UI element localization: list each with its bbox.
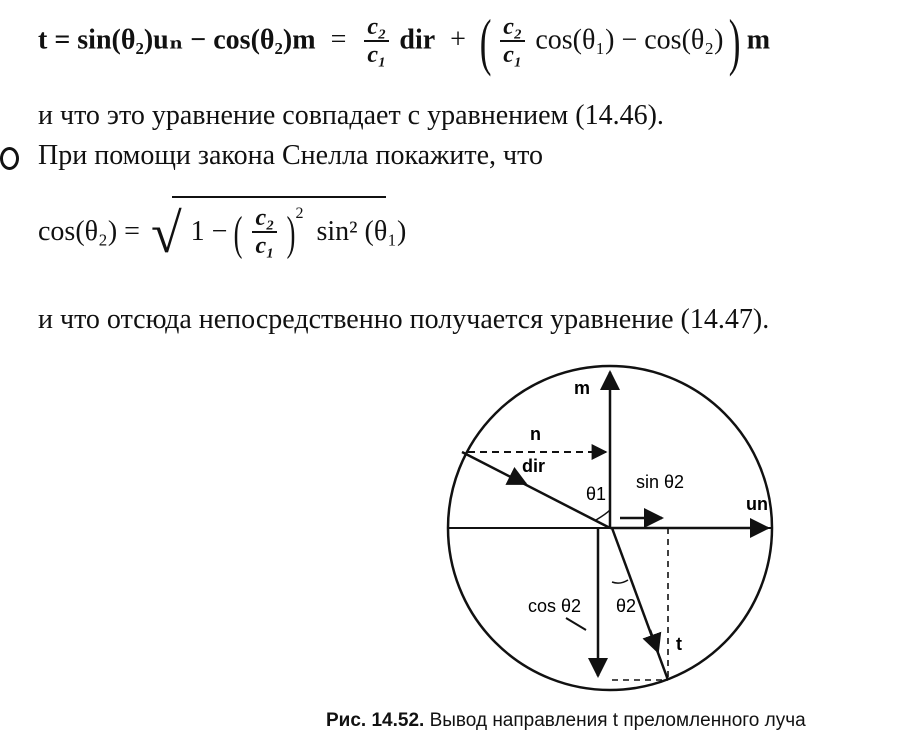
- equation-2-right-paren: ): [287, 206, 296, 260]
- equation-1-inner-num: c₂: [500, 15, 525, 42]
- equation-1-m: m: [746, 24, 771, 56]
- cos-theta2-pointer: [566, 618, 586, 630]
- equation-2-rest: sin² (θ₁): [316, 216, 407, 247]
- label-dir: dir: [522, 456, 546, 476]
- equation-1-left-paren: (: [479, 6, 492, 77]
- equation-1-fraction-den: c₁: [367, 41, 387, 68]
- equation-1-fraction-num: c₂: [364, 15, 389, 42]
- theta2-arc: [612, 580, 628, 583]
- text-line-3: и что отсюда непосредственно получается уравнение (14.47).: [38, 304, 770, 335]
- equation-1-dir: dir: [399, 24, 436, 56]
- equation-2-left-paren: (: [234, 206, 243, 260]
- label-sin-theta2: sin θ2: [636, 472, 685, 492]
- label-theta1: θ1: [586, 484, 607, 504]
- equation-2-fraction-den: c₁: [255, 233, 275, 260]
- equation-1-lhs: t = sin(θ₂)uₙ − cos(θ₂)m: [38, 24, 316, 56]
- theta1-arc: [596, 510, 610, 520]
- label-un: un: [746, 494, 768, 514]
- equation-1-inner-rest: cos(θ₁) − cos(θ₂): [535, 24, 724, 56]
- label-theta2: θ2: [616, 596, 637, 616]
- equation-2-lhs: cos(θ₂) =: [38, 216, 140, 247]
- label-t: t: [676, 634, 682, 654]
- figure-caption: [326, 710, 806, 732]
- equation-2-power: 2: [295, 205, 304, 222]
- text-line-2: При помощи закона Снелла покажите, что: [38, 140, 543, 171]
- label-n: n: [530, 424, 541, 444]
- sqrt-icon: √: [150, 202, 182, 265]
- figure-caption-text: Вывод направления t преломленного луча: [424, 710, 806, 731]
- t-arrowhead: [650, 630, 658, 652]
- label-cos-theta2: cos θ2: [528, 596, 582, 616]
- figure-caption-label: Рис. 14.52.: [326, 710, 425, 731]
- equation-1-equals: =: [330, 24, 347, 56]
- equation-1-right-paren: ): [729, 6, 741, 77]
- equation-2-fraction-num: c₂: [252, 206, 277, 233]
- dir-arrowhead: [510, 476, 526, 484]
- label-m: m: [574, 378, 591, 398]
- text-line-1: и что это уравнение совпадает с уравнением (14.46).: [38, 100, 664, 131]
- equation-1-inner-den: c₁: [503, 41, 523, 68]
- equation-2-one-minus: 1 −: [190, 216, 228, 247]
- equation-1-plus: +: [450, 24, 466, 56]
